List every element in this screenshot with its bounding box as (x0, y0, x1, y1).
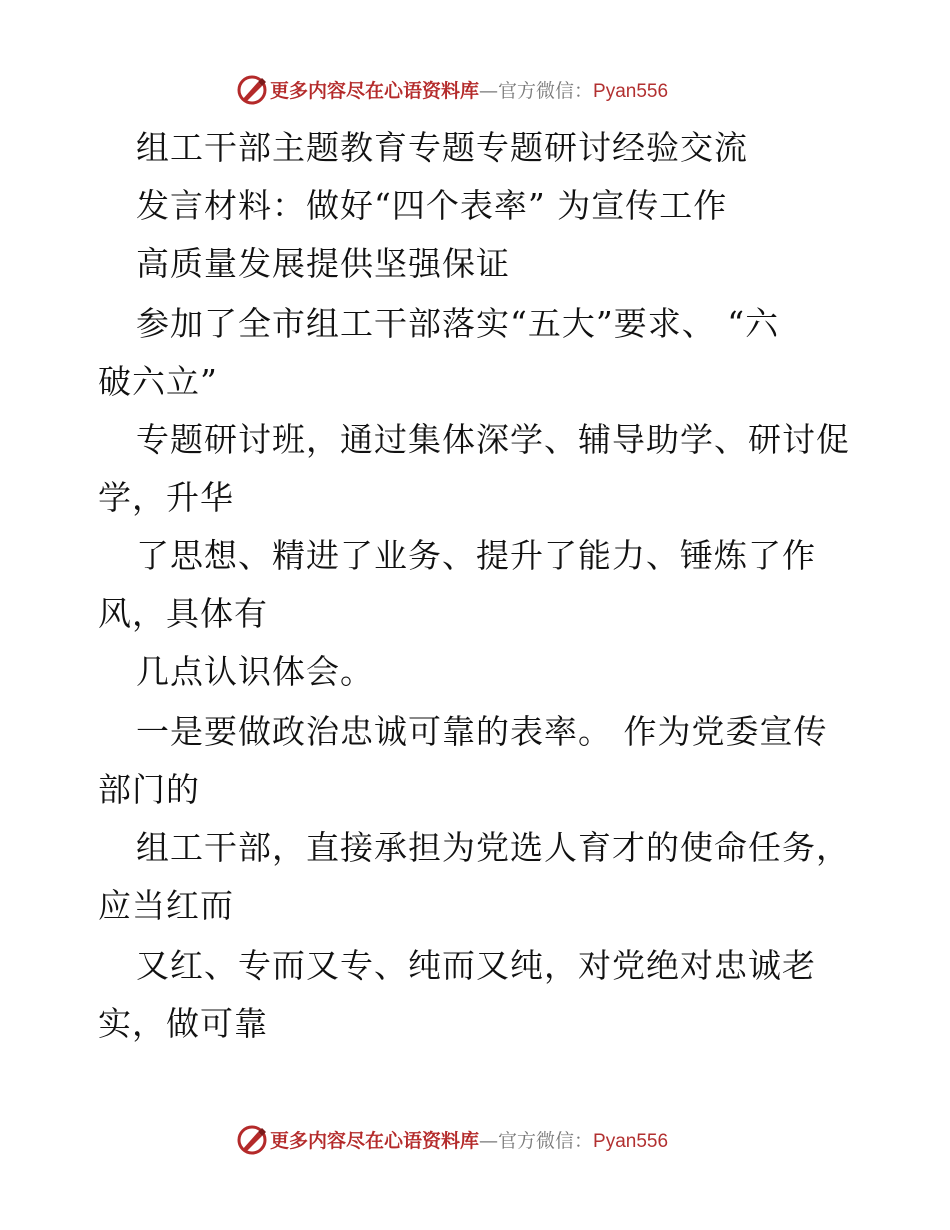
paragraph-line: 专题研讨班，通过集体深学、辅导助学、研讨促 (136, 420, 850, 459)
watermark-prefix: 更多内容尽在心语资料库 (270, 80, 480, 102)
paragraph-line: 部门的 (98, 770, 200, 809)
pen-logo-icon (236, 1124, 268, 1156)
paragraph-line: 几点认识体会。 (136, 652, 374, 691)
paragraph-line: 实，做可靠 (98, 1004, 268, 1043)
pen-logo-icon (236, 74, 268, 106)
watermark-label: 官方微信： (498, 80, 594, 102)
footer-watermark (0, 1122, 950, 1158)
paragraph-line: 又红、专而又专、纯而又纯，对党绝对忠诚老 (136, 946, 816, 985)
watermark-label: 官方微信： (498, 1130, 594, 1152)
watermark-text (270, 1128, 668, 1154)
watermark-text (270, 78, 668, 104)
paragraph-line: 风，具体有 (98, 594, 268, 633)
title-line-3: 高质量发展提供坚强保证 (136, 244, 510, 283)
paragraph-line: 组工干部，直接承担为党选人育才的使命任务， (136, 828, 850, 867)
paragraph-line: 参加了全市组工干部落实“五大”要求、 “六 (136, 304, 780, 343)
title-line-2: 发言材料：做好“四个表率” 为宣传工作 (136, 186, 728, 225)
paragraph-line: 学，升华 (98, 478, 234, 517)
paragraph-line: 破六立” (98, 362, 218, 401)
paragraph-line: 一是要做政治忠诚可靠的表率。 作为党委宣传 (136, 712, 828, 751)
paragraph-line: 应当红而 (98, 886, 234, 925)
watermark-handle: Pyan556 (593, 81, 669, 102)
watermark-dash: — (479, 1130, 499, 1152)
title-line-1: 组工干部主题教育专题专题研讨经验交流 (136, 128, 748, 167)
watermark-prefix: 更多内容尽在心语资料库 (270, 1130, 480, 1152)
header-watermark (0, 72, 950, 108)
paragraph-line: 了思想、精进了业务、提升了能力、锤炼了作 (136, 536, 816, 575)
watermark-handle: Pyan556 (593, 1131, 669, 1152)
watermark-dash: — (479, 80, 499, 102)
